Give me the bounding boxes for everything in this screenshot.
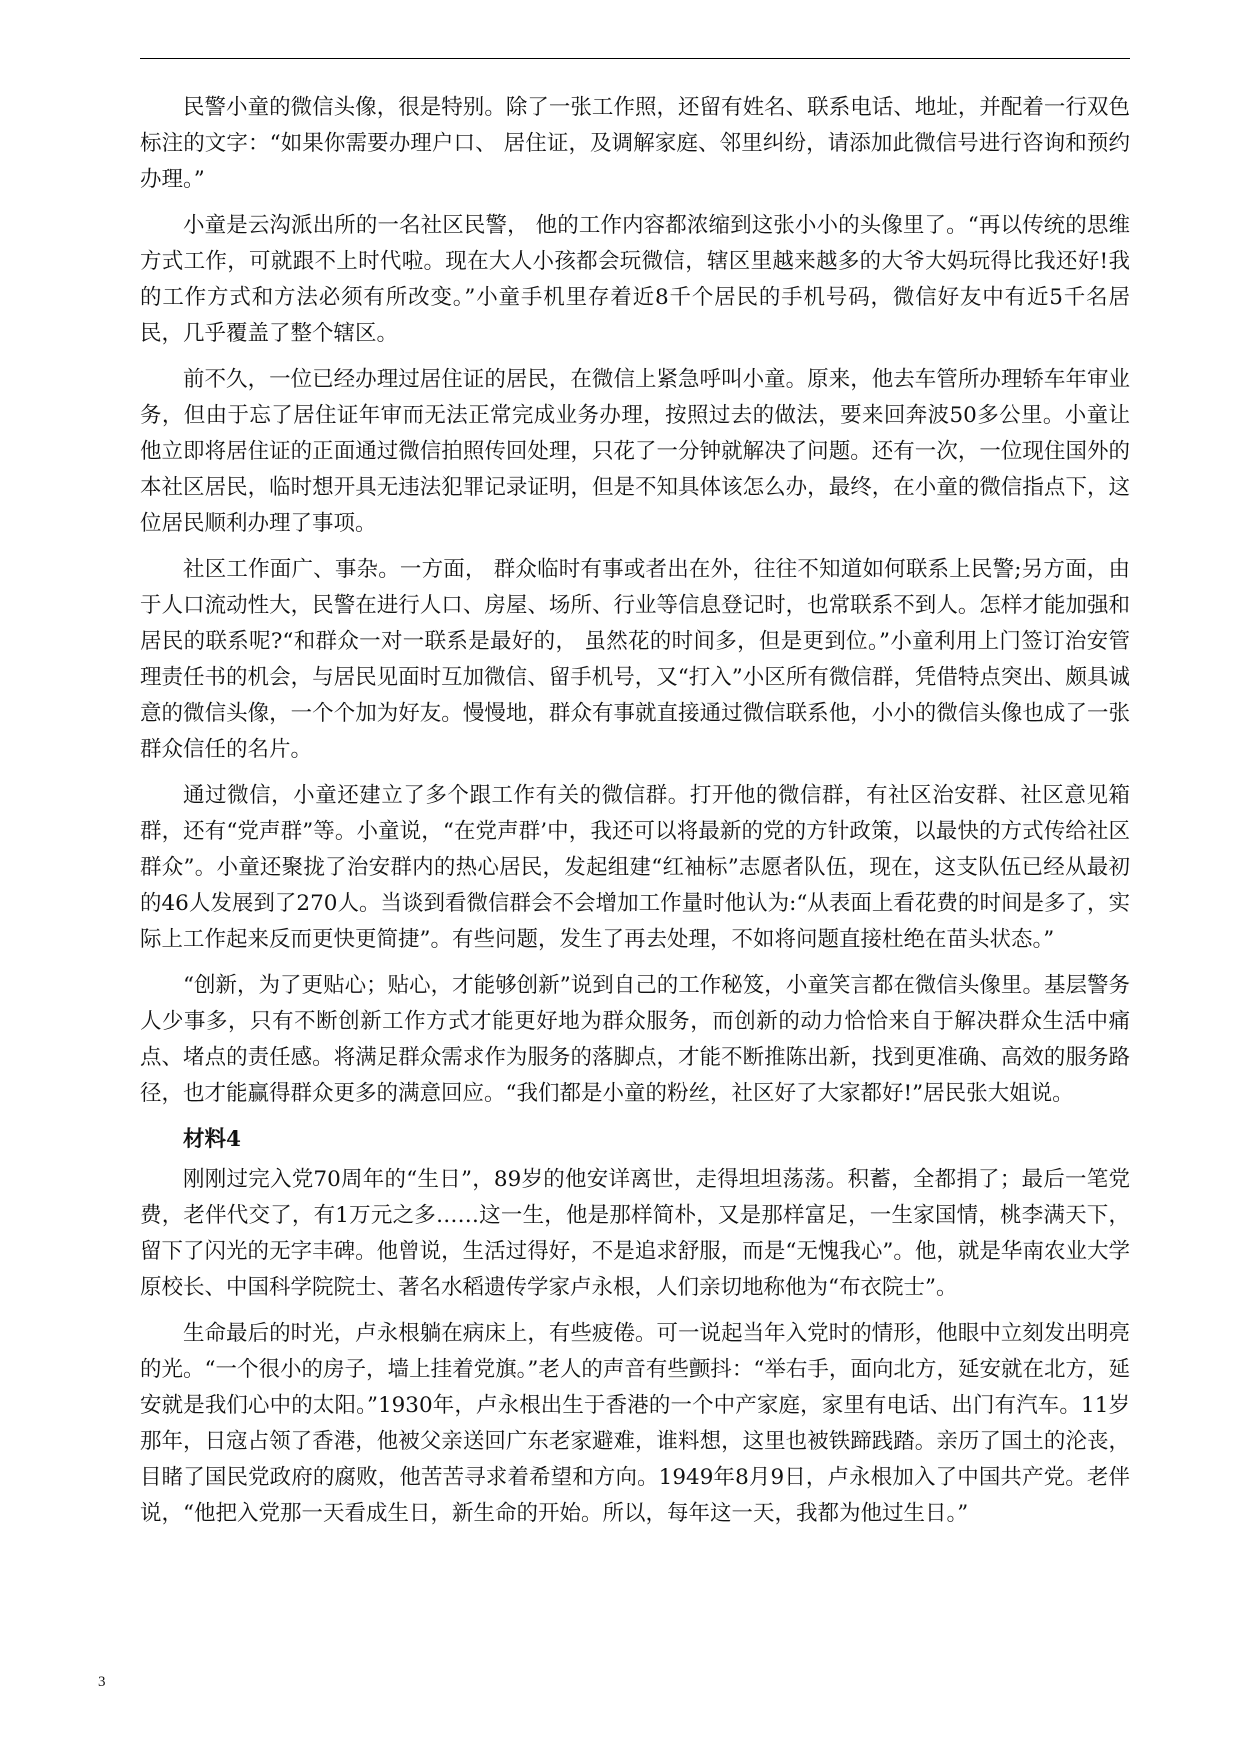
paragraph: 社区工作面广、事杂。一方面， 群众临时有事或者出在外，往往不知道如何联系上民警;另方面，由于人口流动性大，民警在进行人口、房屋、场所、行业等信息登记时，也常联系不到人。怎样才能加强和居民的联系呢?“和群众一对一联系是最好的， 虽然花的时间多，但是更到位。”小童利用上门签订治安管理责任书的机会，与居民见面时互加微信、留手机号，又“打入”小区所有微信群，凭借特点突出、颇具诚意的微信头像，一个个加为好友。慢慢地，群众有事就直接通过微信联系他，小小的微信头像也成了一张群众信任的名片。: [140, 557, 1130, 762]
paragraph: “创新，为了更贴心；贴心，才能够创新”说到自己的工作秘笈，小童笑言都在微信头像里。基层警务人少事多，只有不断创新工作方式才能更好地为群众服务，而创新的动力恰恰来自于解决群众生活中痛点、堵点的责任感。将满足群众需求作为服务的落脚点，才能不断推陈出新，找到更准确、高效的服务路径，也才能赢得群众更多的满意回应。“我们都是小童的粉丝，社区好了大家都好!”居民张大姐说。: [140, 973, 1130, 1106]
paragraph: 前不久，一位已经办理过居住证的居民，在微信上紧急呼叫小童。原来，他去车管所办理轿车年审业务，但由于忘了居住证年审而无法正常完成业务办理，按照过去的做法，要来回奔波50多公里。小童让他立即将居住证的正面通过微信拍照传回处理，只花了一分钟就解决了问题。还有一次，一位现住国外的本社区居民，临时想开具无违法犯罪记录证明，但是不知具体该怎么办，最终，在小童的微信指点下，这位居民顺利办理了事项。: [140, 367, 1130, 536]
section-heading: 材料4: [183, 1127, 241, 1152]
paragraph: 生命最后的时光，卢永根躺在病床上，有些疲倦。可一说起当年入党时的情形，他眼中立刻发出明亮的光。“一个很小的房子，墙上挂着党旗。”老人的声音有些颤抖：“举右手，面向北方，延安就在北方，延安就是我们心中的太阳。”1930年，卢永根出生于香港的一个中产家庭，家里有电话、出门有汽车。11岁那年，日寇占领了香港，他被父亲送回广东老家避难，谁料想，这里也被铁蹄践踏。亲历了国土的沦丧，目睹了国民党政府的腐败，他苦苦寻求着希望和方向。1949年8月9日，卢永根加入了中国共产党。老伴说，“他把入党那一天看成生日，新生命的开始。所以，每年这一天，我都为他过生日。”: [140, 1321, 1130, 1526]
header-rule: [140, 58, 1130, 59]
paragraph: 民警小童的微信头像，很是特别。除了一张工作照，还留有姓名、联系电话、地址，并配着一行双色标注的文字：“如果你需要办理户口、 居住证，及调解家庭、邻里纠纷，请添加此微信号进行咨询和预约办理。”: [140, 95, 1130, 192]
document-body: [140, 90, 1130, 1542]
paragraph: 通过微信，小童还建立了多个跟工作有关的微信群。打开他的微信群，有社区治安群、社区意见箱群，还有“党声群”等。小童说，“在党声群’中，我还可以将最新的党的方针政策，以最快的方式传给社区群众”。小童还聚拢了治安群内的热心居民，发起组建“红袖标”志愿者队伍，现在，这支队伍已经从最初的46人发展到了270人。当谈到看微信群会不会增加工作量时他认为:“从表面上看花费的时间是多了，实际上工作起来反而更快更简捷”。有些问题，发生了再去处理，不如将问题直接杜绝在苗头状态。”: [140, 783, 1130, 952]
paragraph: 刚刚过完入党70周年的“生日”，89岁的他安详离世，走得坦坦荡荡。积蓄，全都捐了；最后一笔党费，老伴代交了，有1万元之多……这一生，他是那样简朴，又是那样富足，一生家国情，桃李满天下，留下了闪光的无字丰碑。他曾说，生活过得好，不是追求舒服，而是“无愧我心”。他，就是华南农业大学原校长、中国科学院院士、著名水稻遗传学家卢永根，人们亲切地称他为“布衣院士”。: [140, 1167, 1130, 1300]
paragraph: 小童是云沟派出所的一名社区民警， 他的工作内容都浓缩到这张小小的头像里了。“再以传统的思维方式工作，可就跟不上时代啦。现在大人小孩都会玩微信，辖区里越来越多的大爷大妈玩得比我还好!我的工作方式和方法必须有所改变。”小童手机里存着近8千个居民的手机号码，微信好友中有近5千名居民，几乎覆盖了整个辖区。: [140, 213, 1130, 346]
page-number: 3: [98, 1674, 106, 1690]
